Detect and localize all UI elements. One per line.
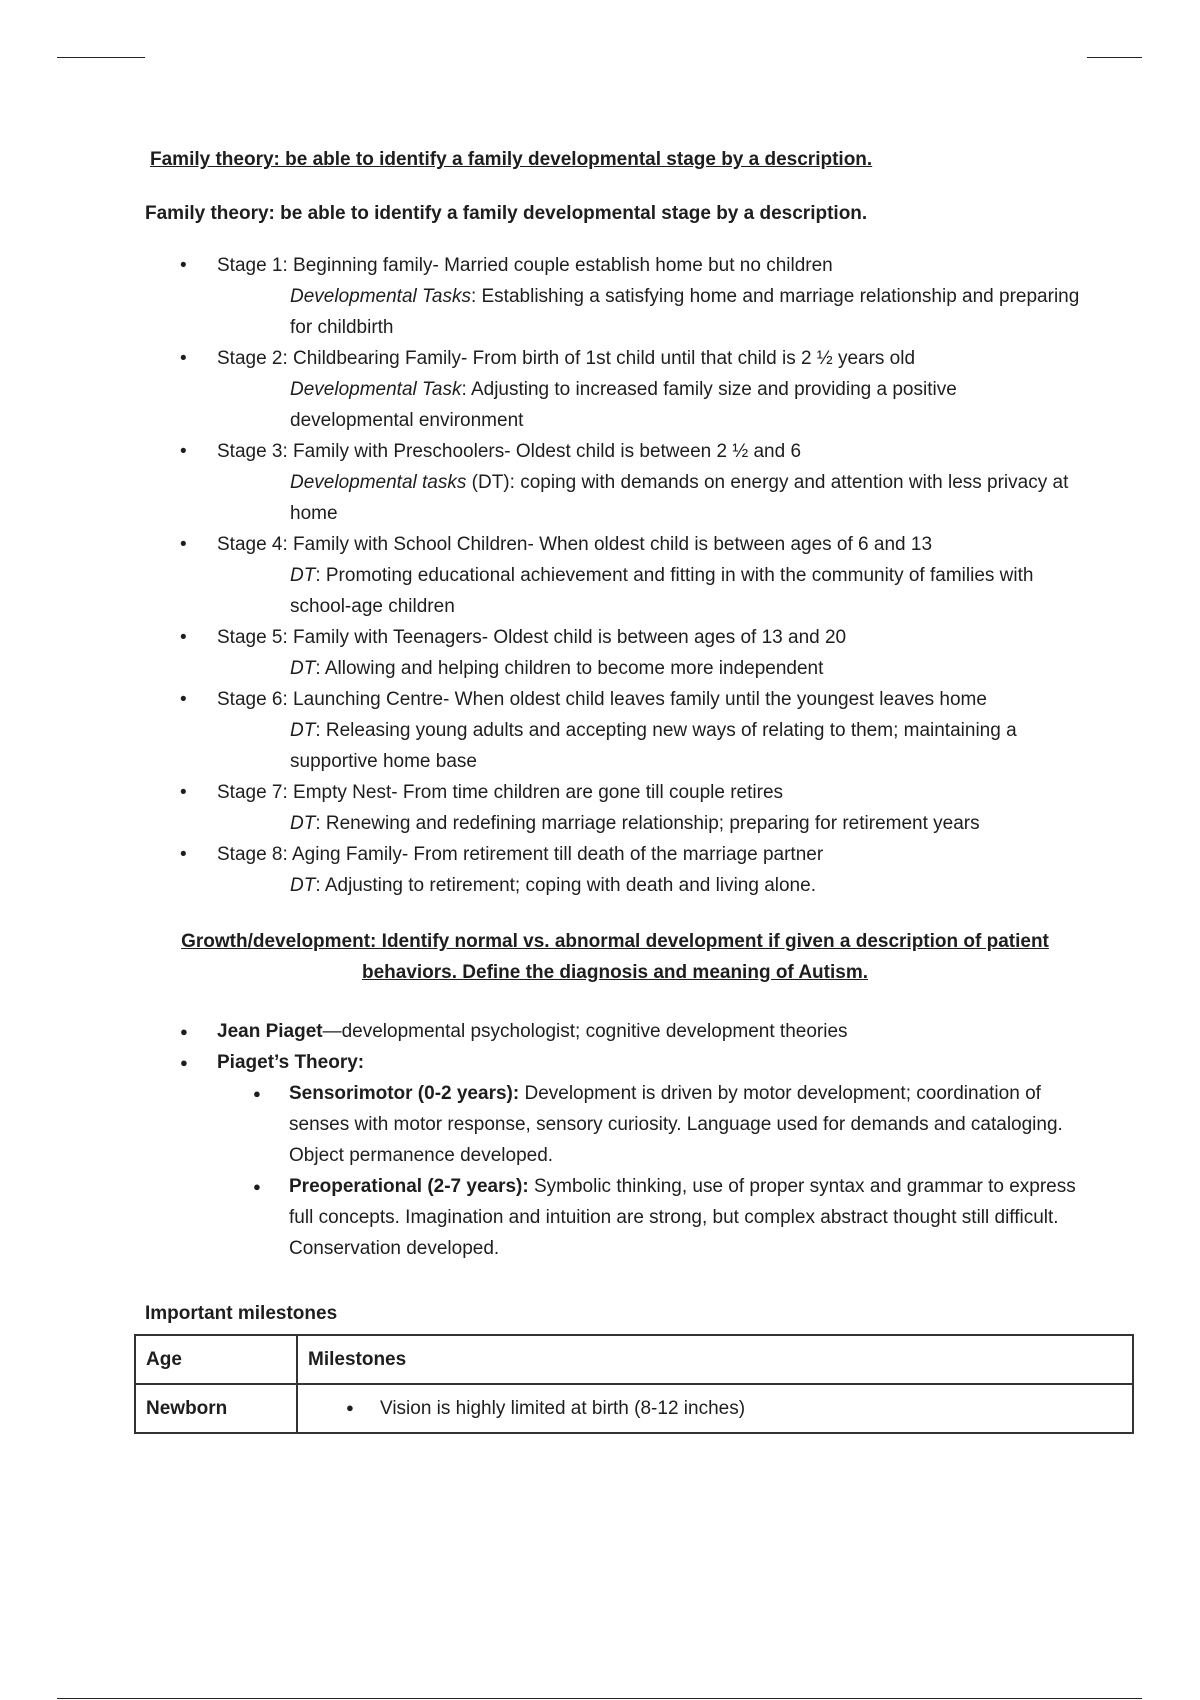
- column-header-age: Age: [135, 1335, 297, 1384]
- stage-item: [180, 839, 1080, 901]
- piaget-list: [180, 1016, 1100, 1264]
- stage-task: [217, 467, 1080, 529]
- task-label: DT: [290, 813, 316, 834]
- piaget-stage-label: Sensorimotor (0-2 years):: [289, 1083, 520, 1104]
- stage-task: [217, 870, 1080, 901]
- piaget-stage-item: [253, 1078, 1100, 1171]
- stage-item: [180, 436, 1080, 529]
- column-header-milestones: Milestones: [297, 1335, 1133, 1384]
- stage-task: [217, 808, 1080, 839]
- header-rule-left: [57, 57, 145, 58]
- stage-item: [180, 529, 1080, 622]
- piaget-stage-label: Preoperational (2-7 years):: [289, 1176, 529, 1197]
- task-label: DT: [290, 720, 316, 741]
- task-text: : Allowing and helping children to become more independent: [315, 658, 824, 679]
- stage-title: • Stage 8: Aging Family- From retirement till death of the marriage partner: [217, 844, 824, 865]
- task-text: (DT): coping with demands on energy and attention with less privacy at home: [290, 472, 1069, 524]
- task-label: DT: [290, 875, 316, 896]
- stage-task: [217, 560, 1080, 622]
- task-text: : Promoting educational achievement and fitting in with the community of families with school-age children: [290, 565, 1034, 617]
- piaget-desc: —developmental psychologist; cognitive development theories: [322, 1021, 848, 1042]
- piaget-stage-item: [253, 1171, 1100, 1264]
- stage-task: [217, 715, 1080, 777]
- task-text: : Releasing young adults and accepting new ways of relating to them; maintaining a supportive home base: [290, 720, 1017, 772]
- stage-title: • Stage 3: Family with Preschoolers- Oldest child is between 2 ½ and 6: [217, 441, 802, 462]
- family-stages-list: [180, 250, 1080, 901]
- stage-item: [180, 777, 1080, 839]
- piaget-stage-text: Symbolic thinking, use of proper syntax and grammar to express full concepts. Imagination and intuition are strong, but complex abstract thought still difficult. Conservation developed.: [289, 1176, 1076, 1259]
- task-label: Developmental Tasks: [290, 286, 471, 307]
- piaget-name: Jean Piaget: [217, 1021, 323, 1042]
- heading-bold: Family theory: be able to identify a family developmental stage by a description.: [145, 203, 868, 224]
- header-rule-right: [1087, 57, 1142, 58]
- piaget-stage-text: Development is driven by motor development; coordination of senses with motor response, sensory curiosity. Language used for demands and cataloging. Object permanence developed.: [289, 1083, 1063, 1166]
- stage-task: [217, 374, 1080, 436]
- stage-title: • Stage 2: Childbearing Family- From birth of 1st child until that child is 2 ½ years old: [217, 348, 916, 369]
- table-row: [135, 1384, 1133, 1433]
- stage-item: [180, 684, 1080, 777]
- piaget-theory-item: [180, 1047, 1100, 1264]
- piaget-stages-list: [217, 1078, 1100, 1264]
- milestone-item: ● Vision is highly limited at birth (8-12 inches): [308, 1398, 1122, 1420]
- milestones-table: [134, 1334, 1134, 1434]
- stage-title: • Stage 4: Family with School Children- When oldest child is between ages of 6 and 13: [217, 534, 933, 555]
- milestones-title: Important milestones: [145, 1303, 338, 1324]
- table-cell-milestones: [297, 1384, 1133, 1433]
- stage-title: • Stage 5: Family with Teenagers- Oldest child is between ages of 13 and 20: [217, 627, 847, 648]
- stage-item: [180, 250, 1080, 343]
- task-label: DT: [290, 565, 316, 586]
- task-label: Developmental Task: [290, 379, 462, 400]
- piaget-item: [180, 1016, 1100, 1047]
- table-header-row: [135, 1335, 1133, 1384]
- table-cell-age: Newborn: [135, 1384, 297, 1433]
- stage-title: • Stage 6: Launching Centre- When oldest child leaves family until the youngest leaves home: [217, 689, 987, 710]
- footer-rule: [57, 1698, 1142, 1699]
- stage-item: [180, 343, 1080, 436]
- task-text: : Renewing and redefining marriage relationship; preparing for retirement years: [315, 813, 980, 834]
- stage-title: • Stage 1: Beginning family- Married couple establish home but no children: [217, 255, 833, 276]
- task-text: : Adjusting to increased family size and providing a positive developmental environment: [290, 379, 957, 431]
- stage-item: [180, 622, 1080, 684]
- task-label: DT: [290, 658, 316, 679]
- growth-heading-line-1: Growth/development: Identify normal vs. abnormal development if given a description of patient: [181, 931, 1049, 952]
- stage-title: • Stage 7: Empty Nest- From time children are gone till couple retires: [217, 782, 784, 803]
- piaget-theory-label: Piaget’s Theory:: [217, 1052, 365, 1073]
- task-label: Developmental tasks: [290, 472, 467, 493]
- task-text: : Establishing a satisfying home and marriage relationship and preparing for childbirth: [290, 286, 1080, 338]
- stage-task: [217, 281, 1080, 343]
- task-text: : Adjusting to retirement; coping with death and living alone.: [315, 875, 816, 896]
- stage-task: [217, 653, 1080, 684]
- growth-heading-line-2: behaviors. Define the diagnosis and meaning of Autism.: [361, 962, 869, 983]
- heading-underlined: Family theory: be able to identify a family developmental stage by a description.: [150, 149, 873, 170]
